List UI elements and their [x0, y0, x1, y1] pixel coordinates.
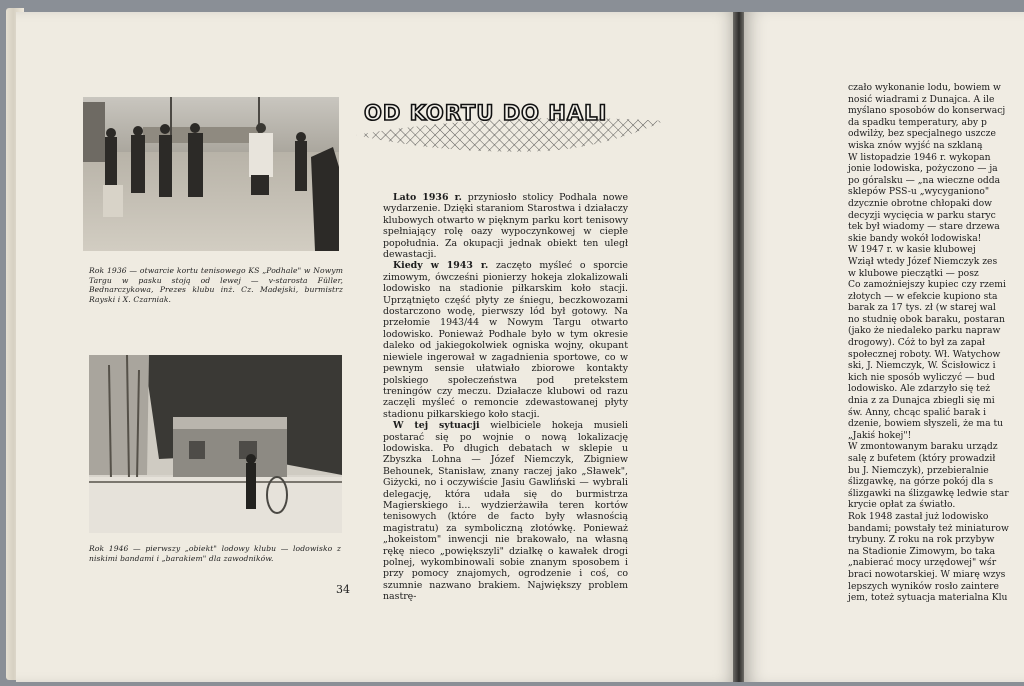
paragraph-1-lead: Lato 1936 r. [393, 192, 462, 203]
right-page-line: sklepów PSS-u „wycyganiono" [848, 186, 990, 198]
right-page-line: dnia z za Dunajca zbiegli się mi [848, 395, 995, 407]
photo-2-image [89, 355, 342, 533]
right-page-line: lodowisko. Ale zdarzyło się też [848, 383, 991, 395]
right-page-line: W 1947 r. w kasie klubowej [848, 244, 976, 256]
right-page-line: bandami; powstały też miniaturow [848, 522, 1009, 534]
article-main-column [383, 192, 628, 603]
paragraph-3 [383, 420, 628, 603]
right-page-line: czało wykonanie lodu, bowiem w [848, 82, 1001, 93]
right-page-line: (jako że niedaleko parku napraw [848, 325, 1001, 337]
right-page-line: nosić wiadrami z Dunajca. A ile [848, 93, 995, 105]
right-page-line: no studnię obok baraku, postaran [848, 313, 1005, 325]
right-page-line: skie bandy wokół lodowiska! [848, 232, 982, 244]
right-page-line: salę z bufetem (który prowadził [848, 453, 996, 464]
right-page-line: ślizgawki na ślizgawkę ledwie star [848, 487, 1009, 499]
right-page-line: W zmontowanym baraku urządz [848, 441, 998, 453]
right-page-line: myślano sposobów do konserwacj [848, 105, 1006, 117]
photo-2-caption: Rok 1946 — pierwszy „obiekt" lodowy klubu — lodowisko z niskimi bandami i „barakiem" dla zawodników. [89, 544, 341, 563]
right-page-line: lepszych wyników rosło zaintere [848, 580, 999, 592]
paragraph-3-text: wielbiciele hokeja musieli postarać się po wojnie o nową lokalizację lodowiska. Po długich debatach w sklepie u Zbyszka Lohna — Józef Niemczyk, Zbigniew Behounek, Stanisław, znany raczej jako „Sławek", Giżycki, no i oczywiście Jasiu Gawliński — wybrali delegację, która udała się do burmistrza Magierskiego i... wydzierżawiła teren kortów tenisowych (które de facto były własnością magistratu) za symboliczną złotówkę. Ponieważ „hokeistom" inwencji nie brakowało, na własną rękę nieco „powiększyli" działkę o kawałek drogi polnej, wykombinowali sobie znanym sposobem i przy pomocy znajomych, ogrodzenie i coś, co szumnie nazwano brakiem. Największy problem nastrę- [383, 420, 628, 603]
paragraph-2 [383, 260, 628, 420]
right-page-line: decyzji wycięcia w parku staryc [848, 209, 996, 221]
article-title: OD KORTU DO HALI [364, 101, 608, 125]
right-page-line: Rok 1948 zastał już lodowisko [848, 510, 989, 522]
right-page-line: „Jakiś hokej"! [848, 429, 912, 441]
paragraph-3-lead: W tej sytuacji [393, 420, 480, 432]
right-page-line: W listopadzie 1946 r. wykopan [848, 151, 991, 163]
right-page-line: braci nowotarskiej. W miarę wzys [848, 568, 1006, 580]
paragraph-2-text: zaczęto myśleć o sporcie zimowym, ówcześni pionierzy hokeja zlokalizowali lodowisko na stadionie piłkarskim koło stacji. Uprzątnięto część płyty ze śniegu, beczkowozami dostarczono wodę, pierwszy lód był gotowy. Na przełomie 1943/44 w Nowym Targu otwarto lodowisko. Ponieważ Podhale było w tym okresie daleko od jakiegokolwiek ogniska wojny, okupant niewiele ingerował w zagadnienia sportowe, co w pewnym sensie ułatwiało zbiorowe kontakty polskiego społeczeństwa pod pretekstem treningów czy meczu. Działacze klubowi od razu zaczęli myśleć o remoncie zdewastowanej płyty stadionu piłkarskiego koło stacji. [383, 260, 628, 420]
right-page-line: trybuny. Z roku na rok przybyw [848, 534, 995, 546]
right-page-line: odwilży, bez specjalnego uszcze [848, 128, 996, 140]
photo-1-image [83, 97, 339, 251]
right-page-line: „nabierać mocy urzędowej" wśr [848, 557, 997, 569]
right-page-line: bu J. Niemczyk), przebieralnie [848, 464, 989, 476]
paragraph-1 [383, 192, 628, 260]
right-page-line: złotych — w efekcie kupiono sta [848, 290, 998, 302]
photo-ice-rink-barrack [89, 355, 342, 533]
right-page-line: po góralsku — „na wieczne odda [848, 174, 1001, 186]
right-page-line: ski, J. Niemczyk, W. Ścisłowicz i [848, 360, 996, 372]
right-page-line: kich nie sposób wyliczyć — bud [848, 371, 995, 383]
left-page [16, 12, 738, 682]
right-page-line: drogowy). Cóż to był za zapał [848, 337, 986, 349]
right-page-line: barak za 17 tys. zł (w starej wal [848, 302, 996, 314]
right-page-line: ślizgawkę, na górze pokój dla s [848, 476, 994, 488]
page-number: 34 [336, 583, 350, 596]
right-page-line: Co zamożniejszy kupiec czy rzemi [848, 279, 1006, 291]
photo-tennis-court-opening [83, 97, 339, 251]
right-page-line: na Stadionie Zimowym, bo taka [848, 545, 996, 557]
right-page-column [848, 82, 1024, 604]
right-page-line: da spadku temperatury, aby p [848, 116, 987, 128]
paragraph-2-lead: Kiedy w 1943 r. [393, 260, 489, 272]
right-page-line: św. Anny, chcąc spalić barak i [848, 406, 987, 418]
right-page-line: Wziął wtedy Józef Niemczyk zes [848, 255, 998, 267]
right-page-line: tek był wiadomy — stare drzewa [848, 221, 1000, 233]
article-title-block [346, 95, 666, 159]
right-page-line: jem, toteż sytuacja materialna Klu [848, 592, 1008, 604]
photo-1-caption: Rok 1936 — otwarcie kortu tenisowego KS „Podhale" w Nowym Targu w pasku stoją od lewej — v-starosta Füller, Bednarczykowa, Prezes klubu inż. Cz. Madejski, burmistrz Rayski i X. Czarniak. [89, 266, 343, 304]
right-page-line: krycie opłat za światło. [848, 499, 956, 511]
right-page-line: jonie lodowiska, pożyczono — ja [848, 163, 998, 175]
right-page-line: społecznej roboty. Wł. Watychow [848, 348, 1001, 360]
paragraph-1-text: przyniosło stolicy Podhala nowe wydarzenie. Dzięki staraniom Starostwa i działaczy klubowych otwarto w pięknym parku kort tenisowy spełniający rolę oazy wypoczynkowej w ciepłe popołudnia. Za okupacji jednak obiekt ten uległ dewastacji. [383, 192, 628, 261]
right-page-line: w klubowe pieczątki — posz [848, 267, 979, 279]
right-page-line: wiska znów wyjść na szklaną [848, 139, 983, 151]
right-page-line: dzenie, bowiem słyszeli, że ma tu [848, 418, 1004, 430]
right-page-line: dzycznie obrotne chłopaki dow [848, 197, 993, 209]
right-page [744, 12, 1024, 682]
